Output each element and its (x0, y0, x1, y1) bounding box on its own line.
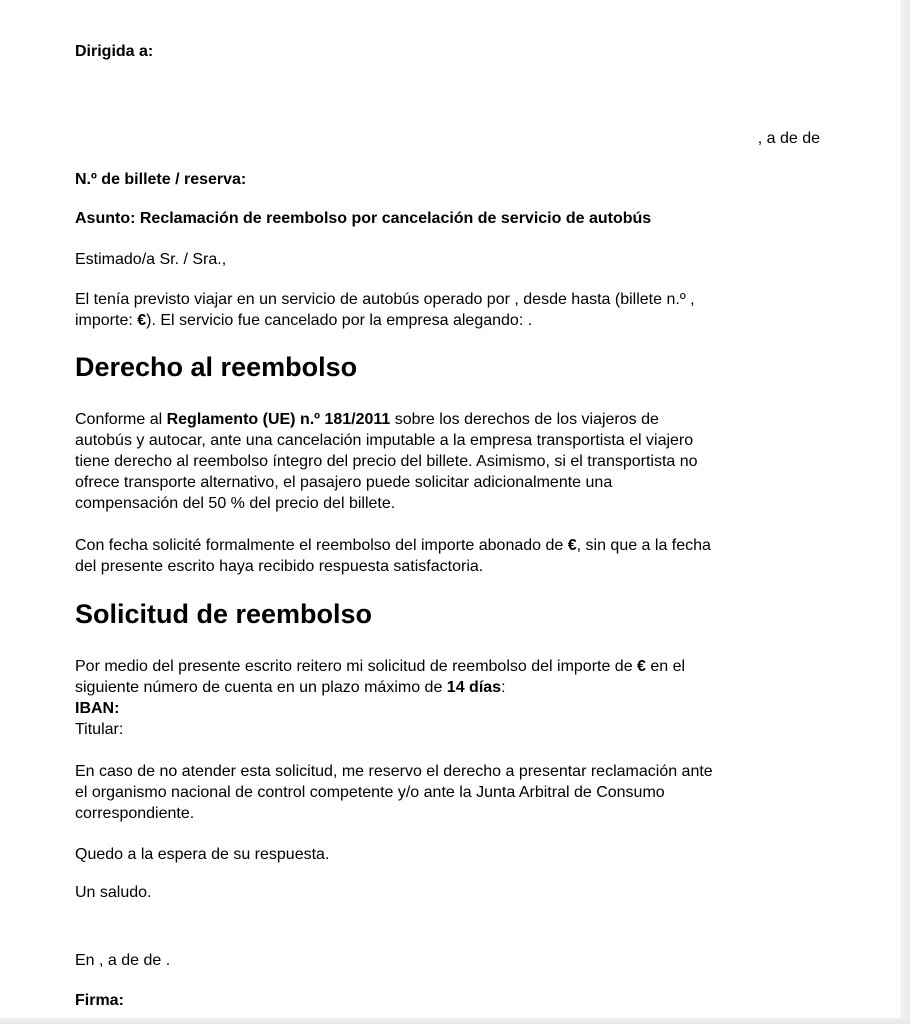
intro-euro-symbol: € (137, 312, 147, 329)
subject-line: Asunto: Reclamación de reembolso por cancelación de servicio de autobús (75, 210, 652, 227)
ticket-number-label: N.º de billete / reserva: (75, 171, 247, 188)
regulation-line-2: autobús y autocar, ante una cancelación imputable a la empresa transportista el viajero (75, 432, 694, 449)
refund-request-euro-symbol: € (637, 658, 646, 675)
prior-request-text-b: , sin que a la fecha (576, 537, 711, 554)
intro-amount-label: importe: (75, 312, 138, 329)
closing-salutation: Un saludo. (75, 884, 152, 901)
regulation-line-3: tiene derecho al reembolso íntegro del precio del billete. Asimismo, si el transportista no (75, 453, 698, 470)
prior-request-text-a: Con fecha solicité formalmente el reembolso del importe abonado de (75, 537, 568, 554)
recipient-label: Dirigida a: (75, 43, 154, 60)
refund-request-deadline-text: siguiente número de cuenta en un plazo máximo de (75, 679, 447, 696)
regulation-line-5: compensación del 50 % del precio del billete. (75, 495, 396, 512)
footer-place-date: En , a de de . (75, 952, 171, 969)
prior-request-euro-symbol: € (567, 537, 577, 554)
intro-line-1: El tenía previsto viajar en un servicio de autobús operado por , desde hasta (billete n.º , (75, 291, 695, 308)
section-heading-refund-request: Solicitud de reembolso (75, 599, 373, 629)
intro-paragraph (75, 289, 835, 331)
intro-cancel-reason: ). El servicio fue cancelado por la empresa alegando: . (146, 312, 533, 329)
prior-request-line-2: del presente escrito haya recibido respuesta satisfactoria. (75, 558, 484, 575)
regulation-line-1 (75, 409, 835, 430)
place-date-line: , a de de (757, 130, 820, 147)
regulation-text-b: sobre los derechos de los viajeros de (390, 411, 659, 428)
viewer-right-margin (900, 0, 910, 1024)
prior-request-line-1 (75, 535, 835, 556)
iban-label: IBAN: (75, 700, 120, 717)
regulation-paragraph (75, 409, 835, 514)
reservation-of-rights-paragraph (75, 761, 835, 824)
greeting: Estimado/a Sr. / Sra., (75, 251, 227, 268)
reservation-line-1: En caso de no atender esta solicitud, me reservo el derecho a presentar reclamación ante (75, 763, 713, 780)
signature-label: Firma: (75, 992, 124, 1009)
refund-deadline-days: 14 días (446, 679, 502, 696)
reservation-line-2: el organismo nacional de control competente y/o ante la Junta Arbitral de Consumo (75, 784, 665, 801)
regulation-reference: Reglamento (UE) n.º 181/2011 (166, 411, 391, 428)
refund-request-line-2 (75, 677, 835, 698)
refund-request-paragraph (75, 656, 835, 740)
refund-request-text-b: en el (645, 658, 686, 675)
account-holder-label: Titular: (75, 721, 124, 738)
viewer-bottom-margin (0, 1018, 910, 1024)
refund-request-colon: : (501, 679, 506, 696)
awaiting-response-line: Quedo a la espera de su respuesta. (75, 846, 330, 863)
section-heading-right-to-refund: Derecho al reembolso (75, 352, 358, 382)
regulation-line-4: ofrece transporte alternativo, el pasajero puede solicitar adicionalmente una (75, 474, 613, 491)
prior-request-paragraph (75, 535, 835, 577)
reservation-line-3: correspondiente. (75, 805, 195, 822)
refund-request-line-1 (75, 656, 835, 677)
refund-request-text-a: Por medio del presente escrito reitero mi solicitud de reembolso del importe de (75, 658, 638, 675)
intro-line-2 (75, 310, 835, 331)
regulation-text-a: Conforme al (75, 411, 167, 428)
